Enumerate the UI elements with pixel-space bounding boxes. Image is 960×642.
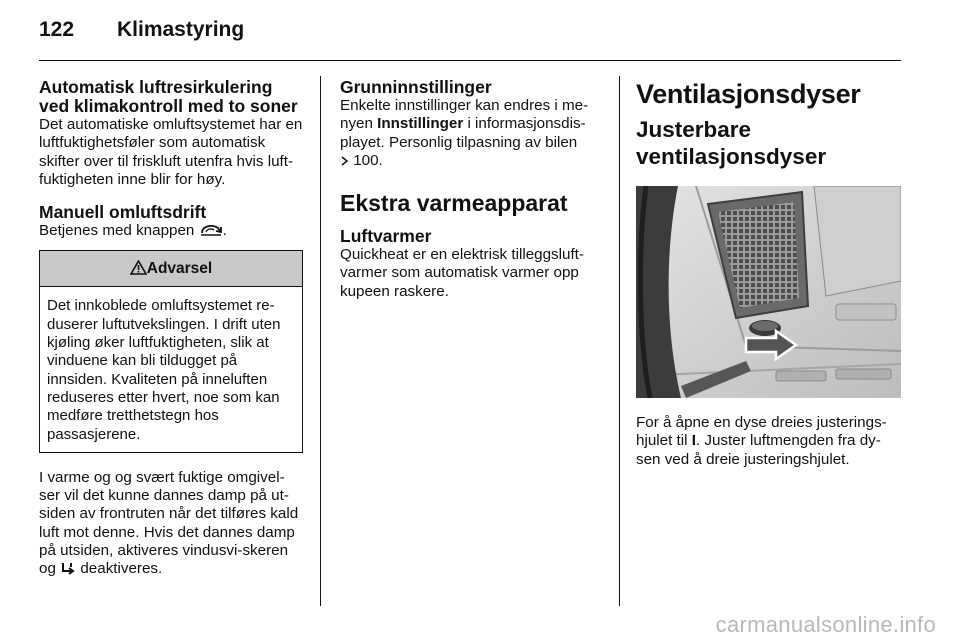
warning-header [40,251,302,287]
paragraph-fog-info: I varme og og svært fuktige omgivel-ser vil det kunne dannes damp på ut-siden av frontruten når det tilføres kald luft mot denne. Hvis det dannes damp på utsiden, aktiveres vindusvi-skeren og deaktiveres. [39,468,299,578]
column-divider-2 [619,76,620,606]
section-ventilation-vents: Ventilasjonsdyser [636,79,861,109]
section-extra-heater: Ekstra varmeapparat [340,190,568,217]
page-reference: 100. [349,151,383,169]
warning-box [39,250,303,452]
column-1 [39,78,303,579]
paragraph-basic-settings: Enkelte innstillinger kan endres i me-nyen Innstillinger i informasjonsdis-playet. Personlig tilpasning av bilen 100. [340,97,589,169]
setting-symbol: I [691,432,696,450]
paragraph-air-heater: Quickheat er en elektrisk tilleggsluft-varmer som automatisk varmer opp kupeen raskere. [340,246,584,300]
paragraph-vent-instructions: For å åpne en dyse dreies justerings-hjulet til I. Juster luftmengden fra dy-sen ved å dreie justeringshjulet. [636,414,887,468]
column-3 [636,78,901,469]
recirculation-icon [199,223,223,237]
page-number: 122 [39,18,75,41]
header-rule [39,60,901,61]
heading-manual-recirculation: Manuell omluftsdrift [39,202,207,223]
column-divider-1 [320,76,321,606]
page-title: Klimastyring [117,18,245,41]
heading-auto-recirculation: Automatisk luftresirkulering ved klimakontroll med to soner [39,77,298,116]
paragraph-auto-recirculation: Det automatiske omluftsystemet har en luftfuktighetsføler som automatisk skifter over til friskluft utenfra hvis luft-fuktigheten inne blir for høy. [39,116,303,188]
heading-adjustable-vents: Justerbare ventilasjonsdyser [636,117,827,169]
page-header [39,18,244,50]
menu-name: Innstillinger [377,115,464,133]
warning-text: Det innkoblede omluftsystemet re-duserer luftutvekslingen. I drift uten kjøling øker luftfuktigheten, slik at vinduene kan bli tildugget på innsiden. Kvaliteten på inneluften reduseres etter hvert, noe som kan medføre tretthetstegn hos passasjerene. [47,297,281,443]
heading-air-heater: Luftvarmer [340,226,432,247]
page-reference-icon [340,155,349,167]
watermark: carmanualsonline.info [715,612,936,637]
paragraph-manual-recirculation: Betjenes med knappen . [39,222,227,240]
vent-illustration [636,186,901,398]
heading-basic-settings: Grunninnstillinger [340,77,492,97]
vent-photo [636,186,901,398]
warning-title: Advarsel [146,260,213,278]
column-2 [340,78,604,301]
warning-triangle-icon [130,260,147,275]
recirculation-off-icon [60,561,76,575]
